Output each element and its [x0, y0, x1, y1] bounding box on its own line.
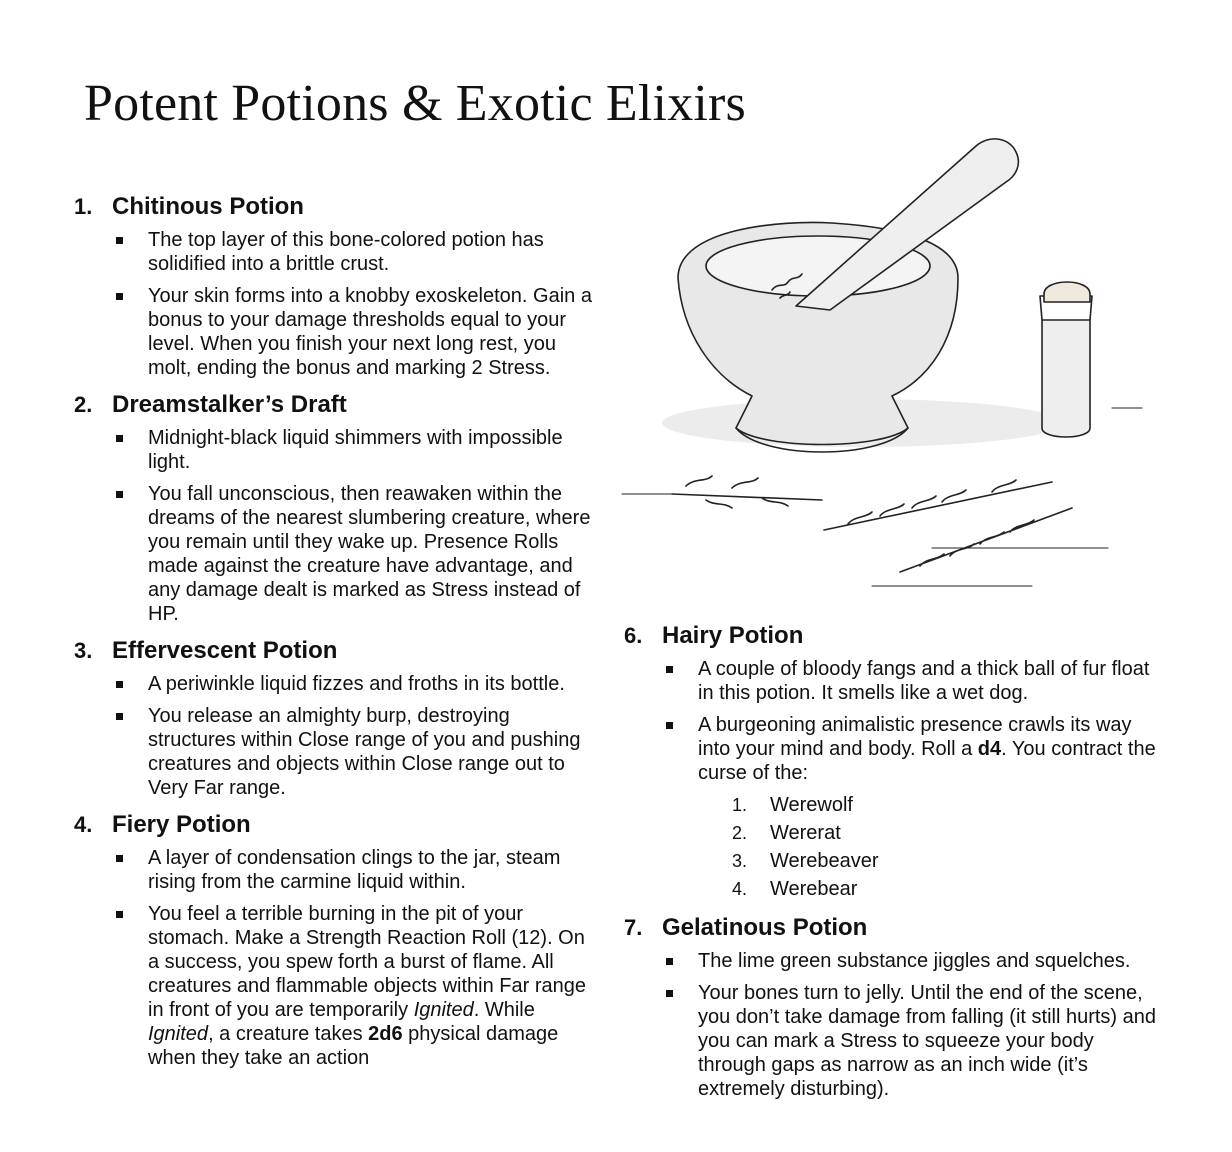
potion-entry-hairy [624, 619, 1164, 903]
list-item [112, 482, 594, 626]
square-bullet-icon [112, 426, 148, 474]
potion-appearance: A periwinkle liquid fizzes and froths in its bottle. [148, 673, 565, 695]
curse-name: Wererat [770, 822, 841, 844]
potion-appearance: A layer of condensation clings to the jar, steam rising from the carmine liquid within. [148, 847, 561, 893]
potion-entry-chitinous [74, 190, 594, 380]
list-item [112, 228, 594, 276]
dice-roll: d4 [977, 738, 1002, 760]
effect-text: A burgeoning animalistic presence crawls its way into your mind and body. Roll a [698, 714, 1132, 760]
list-item [112, 284, 594, 380]
potion-details [112, 672, 594, 800]
square-bullet-icon [112, 704, 148, 800]
mortar-and-pestle-illustration [612, 128, 1152, 598]
curse-name: Werebear [770, 878, 858, 900]
damage-dice: 2d6 [368, 1023, 403, 1045]
curse-item [732, 875, 1164, 903]
potion-heading [74, 190, 594, 224]
curse-item [732, 847, 1164, 875]
potion-effect [698, 713, 1164, 903]
square-bullet-icon [662, 949, 698, 973]
potion-heading [624, 619, 1164, 653]
potion-entry-effervescent [74, 634, 594, 800]
potion-details [662, 949, 1164, 1101]
list-item [662, 713, 1164, 903]
potion-number: 7. [624, 915, 643, 940]
list-item [112, 902, 594, 1070]
potion-heading [624, 911, 1164, 945]
list-item [662, 949, 1164, 973]
potion-appearance: A couple of bloody fangs and a thick ball of fur float in this potion. It smells like a wet dog. [698, 658, 1150, 704]
potion-number: 1. [74, 194, 93, 219]
curse-name: Werewolf [770, 794, 853, 816]
potion-number: 4. [74, 812, 93, 837]
potion-effect: You fall unconscious, then reawaken within the dreams of the nearest slumbering creature, where you remain until they wake up. Presence Rolls made against the creature have advantage, and any damage dealt is marked as Stress instead of HP. [148, 483, 591, 625]
effect-text: You feel a terrible burning in the pit of your stomach. Make a Strength Reaction Roll (12). On a success, you spew forth a burst of flame. All creatures and flammable objects within Far range in front of you are temporarily [148, 903, 586, 1021]
potion-heading [74, 634, 594, 668]
potion-appearance: The lime green substance jiggles and squelches. [698, 950, 1131, 972]
potion-entry-fiery [74, 808, 594, 1070]
square-bullet-icon [112, 672, 148, 696]
potion-appearance: Midnight-black liquid shimmers with impossible light. [148, 427, 563, 473]
left-column [74, 190, 594, 1078]
potion-heading [74, 808, 594, 842]
square-bullet-icon [112, 846, 148, 894]
square-bullet-icon [112, 284, 148, 380]
curse-number: 1. [732, 795, 748, 815]
square-bullet-icon [662, 657, 698, 705]
potion-effect: Your skin forms into a knobby exoskeleton. Gain a bonus to your damage thresholds equal to your level. When you finish your next long rest, you molt, ending the bonus and marking 2 Stress. [148, 285, 592, 379]
potion-name: Hairy Potion [662, 622, 804, 649]
curse-number: 3. [732, 851, 748, 871]
list-item [112, 426, 594, 474]
square-bullet-icon [662, 713, 698, 903]
potion-number: 2. [74, 392, 93, 417]
curse-number: 4. [732, 879, 748, 899]
potion-effect [148, 902, 594, 1070]
effect-text: , a creature takes [208, 1023, 369, 1045]
curse-number: 2. [732, 823, 748, 843]
condition-ignited: Ignited [413, 999, 474, 1021]
potion-number: 3. [74, 638, 93, 663]
curse-item [732, 819, 1164, 847]
potion-details [662, 657, 1164, 903]
list-item [112, 704, 594, 800]
potion-effect: Your bones turn to jelly. Until the end of the scene, you don’t take damage from falling (it still hurts) and you can mark a Stress to squeeze your body through gaps as narrow as an inch wide (it’s extremely disturbing). [698, 982, 1156, 1100]
square-bullet-icon [112, 902, 148, 1070]
potion-heading [74, 388, 594, 422]
curse-item [732, 791, 1164, 819]
square-bullet-icon [112, 228, 148, 276]
potion-name: Gelatinous Potion [662, 914, 868, 941]
curse-list [732, 791, 1164, 903]
list-item [112, 846, 594, 894]
potion-number: 6. [624, 623, 643, 648]
potion-name: Dreamstalker’s Draft [112, 391, 347, 418]
potion-entry-gelatinous [624, 911, 1164, 1101]
potion-details [112, 846, 594, 1070]
square-bullet-icon [112, 482, 148, 626]
potion-details [112, 426, 594, 626]
page-title: Potent Potions & Exotic Elixirs [84, 75, 746, 132]
list-item [662, 657, 1164, 705]
effect-text: physical damage when they take an action [148, 1023, 559, 1069]
potion-entry-dreamstalker [74, 388, 594, 626]
potion-name: Fiery Potion [112, 811, 251, 838]
potion-name: Effervescent Potion [112, 637, 338, 664]
potion-effect: You release an almighty burp, destroying structures within Close range of you and pushing creatures and objects within Close range out to Very Far range. [148, 705, 581, 799]
curse-name: Werebeaver [770, 850, 879, 872]
list-item [662, 981, 1164, 1101]
potion-name: Chitinous Potion [112, 193, 304, 220]
square-bullet-icon [662, 981, 698, 1101]
effect-text: . While [473, 999, 535, 1021]
right-column [624, 619, 1164, 1109]
potion-details [112, 228, 594, 380]
potion-appearance: The top layer of this bone-colored potion has solidified into a brittle crust. [148, 229, 544, 275]
effect-text: . You contract the curse of the: [698, 738, 1156, 784]
condition-ignited: Ignited [148, 1023, 209, 1045]
list-item [112, 672, 594, 696]
